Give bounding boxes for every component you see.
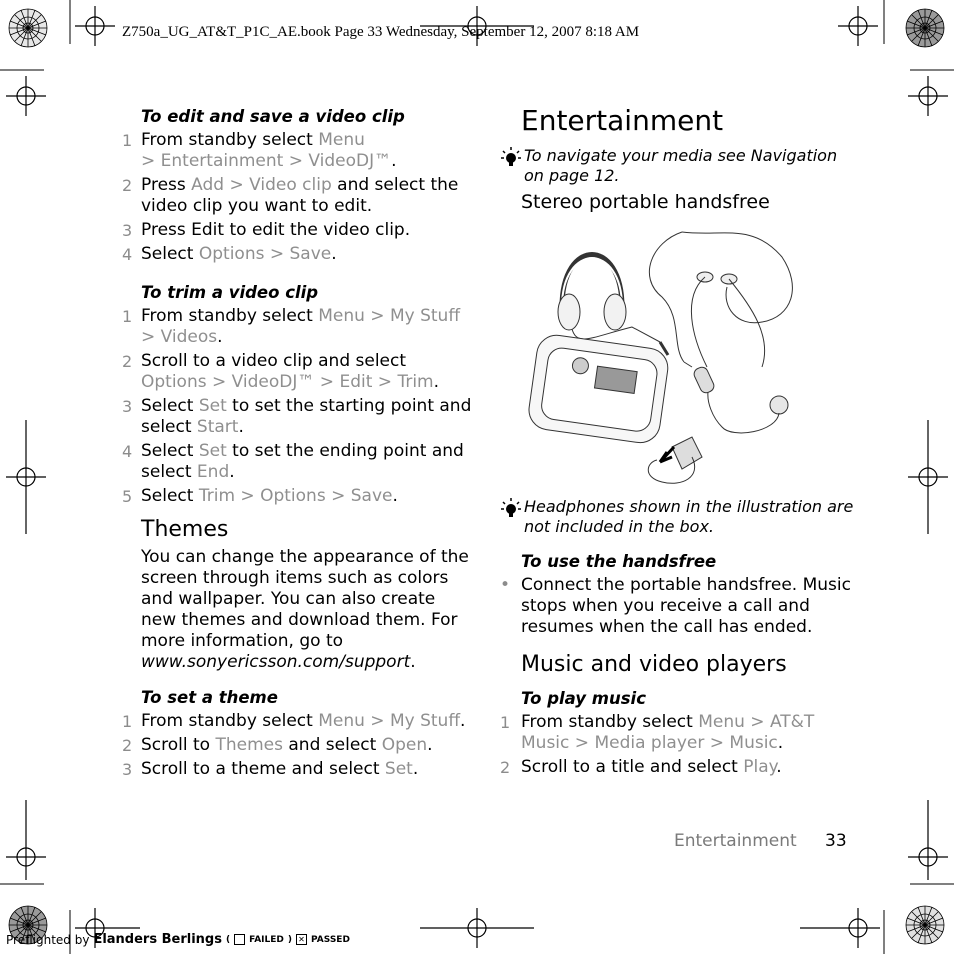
registration-mark-icon	[6, 800, 46, 880]
book-slug: Z750a_UG_AT&T_P1C_AE.book Page 33 Wednesday, September 12, 2007 8:18 AM	[122, 24, 640, 40]
step-item	[122, 441, 472, 483]
page-number: 33	[825, 831, 847, 851]
preflight-label: Preflighted by	[6, 932, 90, 947]
registration-mark-icon	[800, 908, 880, 948]
use-handsfree-title: To use the handsfree	[521, 552, 717, 571]
registration-mark-icon	[6, 76, 46, 116]
tip-text: Headphones shown in the illustration are not included in the box.	[524, 497, 854, 536]
step-number: 3	[122, 760, 133, 779]
registration-mark-icon	[908, 420, 948, 534]
step-item	[500, 712, 860, 754]
failed-checkbox	[234, 934, 245, 945]
preflight-brand: Elanders Berlings	[93, 932, 222, 947]
tip-text: To navigate your media see Navigation on page 12.	[524, 146, 838, 185]
step-item	[122, 175, 472, 217]
step-text: From standby select Menu > My Stuff.	[141, 711, 466, 731]
registration-mark-icon	[838, 6, 878, 46]
registration-mark-icon	[75, 6, 115, 46]
step-text: Select Options > Save.	[141, 244, 337, 264]
trim-clip-title: To trim a video clip	[141, 283, 319, 302]
color-star-target-icon	[906, 906, 944, 944]
step-item	[122, 130, 472, 172]
bullet-dot: •	[500, 575, 511, 595]
step-item	[122, 396, 472, 438]
right-column	[500, 106, 860, 781]
step-number: 5	[122, 487, 133, 506]
step-text: Scroll to a theme and select Set.	[141, 759, 419, 779]
entertainment-heading: Entertainment	[521, 104, 724, 137]
step-text: Scroll to a video clip and select Options > VideoDJ™ > Edit > Trim.	[141, 351, 440, 392]
themes-heading: Themes	[141, 517, 229, 542]
bullet-item	[500, 575, 860, 638]
step-item	[500, 757, 860, 778]
bullet-text: Connect the portable handsfree. Music stops when you receive a call and resumes when the call has ended.	[521, 575, 851, 637]
step-item	[122, 244, 472, 265]
play-music-title: To play music	[521, 689, 646, 708]
handsfree-heading: Stereo portable handsfree	[521, 191, 770, 213]
step-item	[122, 306, 472, 348]
registration-mark-icon	[908, 800, 948, 880]
color-star-target-icon	[9, 9, 47, 47]
color-star-target-icon	[906, 9, 944, 47]
step-number: 1	[122, 712, 133, 731]
step-number: 2	[122, 736, 133, 755]
step-item	[122, 711, 472, 732]
step-text: Press Edit to edit the video clip.	[141, 220, 411, 240]
step-text: Select Set to set the starting point and select Start.	[141, 396, 472, 437]
step-text: Press Add > Video clip and select the video clip you want to edit.	[141, 175, 459, 216]
step-number: 3	[122, 221, 133, 240]
step-item	[122, 486, 472, 507]
step-item	[122, 220, 472, 241]
step-text: Select Trim > Options > Save.	[141, 486, 398, 506]
step-number: 4	[122, 442, 133, 461]
tip-headphones	[500, 497, 860, 537]
step-item	[122, 759, 472, 780]
step-item	[122, 351, 472, 393]
handsfree-illustration	[522, 217, 812, 497]
failed-label: FAILED	[249, 934, 284, 945]
step-number: 2	[500, 758, 511, 777]
themes-paragraph: You can change the appearance of the screen through items such as colors and wallpaper. You can also create new themes and download them. For more information, go to www.sonyericsson.com/support.	[141, 547, 469, 672]
music-video-heading: Music and video players	[521, 652, 787, 677]
step-text: Scroll to a title and select Play.	[521, 757, 782, 777]
footer-section-name: Entertainment	[674, 831, 797, 851]
lightbulb-tip-icon	[500, 146, 524, 186]
set-theme-title: To set a theme	[141, 688, 278, 707]
registration-mark-icon	[908, 76, 948, 116]
step-number: 1	[500, 713, 511, 732]
registration-mark-icon	[420, 908, 534, 948]
left-column	[122, 106, 472, 783]
step-number: 2	[122, 352, 133, 371]
edit-clip-title: To edit and save a video clip	[141, 107, 405, 126]
tip-navigation	[500, 146, 860, 186]
step-text: From standby select Menu > Entertainment > VideoDJ™.	[141, 130, 397, 171]
support-url: www.sonyericsson.com/support	[141, 652, 411, 672]
lightbulb-tip-icon	[500, 497, 524, 537]
step-text: Select Set to set the ending point and select End.	[141, 441, 464, 482]
step-number: 3	[122, 397, 133, 416]
step-number: 1	[122, 131, 133, 150]
step-item	[122, 735, 472, 756]
preflight-stamp: Preflighted by Elanders Berlings ( FAILED ) ✕ PASSED	[6, 932, 350, 947]
passed-label: PASSED	[311, 934, 350, 945]
registration-mark-icon	[6, 420, 46, 534]
passed-checkbox: ✕	[296, 934, 307, 945]
step-number: 1	[122, 307, 133, 326]
step-text: Scroll to Themes and select Open.	[141, 735, 433, 755]
step-number: 2	[122, 176, 133, 195]
step-text: From standby select Menu > My Stuff > Videos.	[141, 306, 461, 347]
step-number: 4	[122, 245, 133, 264]
step-text: From standby select Menu > AT&T Music > Media player > Music.	[521, 712, 815, 753]
